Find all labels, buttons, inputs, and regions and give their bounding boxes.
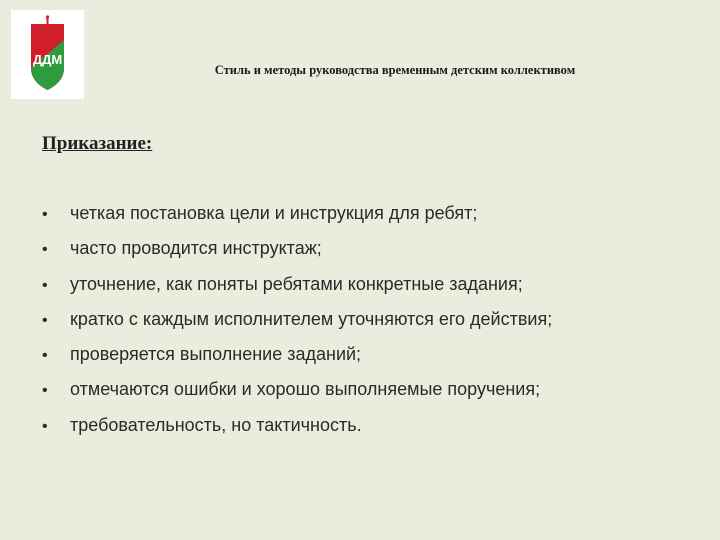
page-title: Стиль и методы руководства временным детским коллективом bbox=[214, 63, 576, 77]
list-item bbox=[42, 415, 552, 450]
bullet-list bbox=[42, 203, 552, 450]
bullet-icon: • bbox=[42, 347, 48, 365]
bullet-icon: • bbox=[42, 276, 48, 294]
bullet-icon: • bbox=[42, 417, 48, 435]
list-item bbox=[42, 379, 552, 414]
list-item bbox=[42, 203, 552, 238]
shield-emblem-icon bbox=[11, 10, 84, 99]
bullet-icon: • bbox=[42, 311, 48, 329]
list-item bbox=[42, 238, 552, 273]
list-item-text: проверяется выполнение заданий; bbox=[70, 344, 362, 365]
list-item-text: кратко с каждым исполнителем уточняются его действия; bbox=[70, 308, 553, 329]
bullet-icon: • bbox=[42, 382, 48, 400]
list-item bbox=[42, 344, 552, 379]
logo-letters: ДДМ bbox=[32, 52, 63, 67]
list-item bbox=[42, 309, 552, 344]
list-item-text: четкая постановка цели и инструкция для ребят; bbox=[70, 203, 478, 223]
bullet-icon: • bbox=[42, 241, 48, 259]
section-heading: Приказание: bbox=[42, 133, 153, 154]
list-item-text: требовательность, но тактичность. bbox=[70, 414, 362, 435]
list-item bbox=[42, 274, 552, 309]
bullet-icon: • bbox=[42, 206, 48, 223]
list-item-text: отмечаются ошибки и хорошо выполняемые поручения; bbox=[70, 379, 541, 400]
list-item-text: уточнение, как поняты ребятами конкретные задания; bbox=[70, 273, 523, 294]
list-item-text: часто проводится инструктаж; bbox=[70, 238, 322, 259]
logo bbox=[11, 10, 84, 99]
